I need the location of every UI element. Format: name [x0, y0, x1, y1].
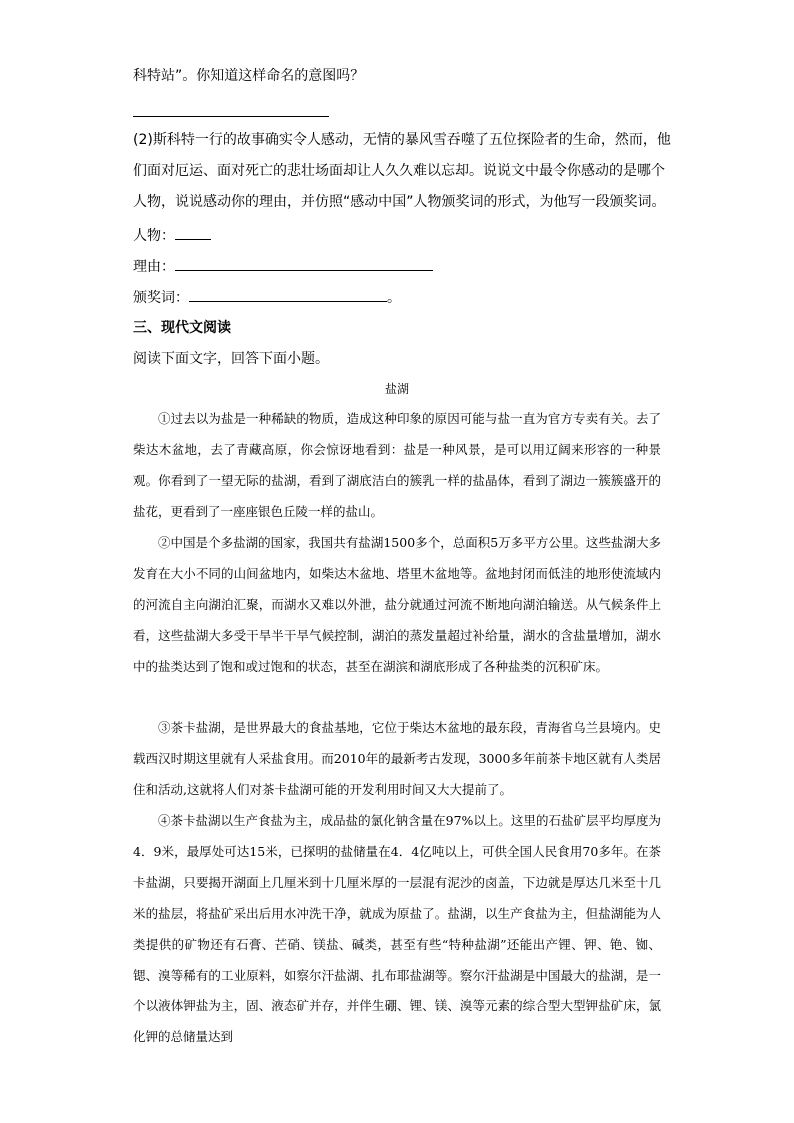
person-blank [175, 225, 211, 240]
article-paragraph-1: ①过去以为盐是一种稀缺的物质，造成这种印象的原因可能与盐一直为官方专卖有关。去了柴达木盆地，去了青藏高原，你会惊讶地看到：盐是一种风景，是可以用辽阔来形容的一种景观。你看到了一望无际的盐湖，看到了湖底洁白的簇乳一样的盐晶体，看到了湖边一簇簇盛开的盐花，更看到了一座座银色丘陵一样的盐山。 [133, 411, 661, 519]
article-title: 盐湖 [384, 382, 409, 396]
question-2-line-2: 们面对厄运、面对死亡的悲壮场面却让人久久难以忘却。说说文中最令你感动的是哪个 [133, 163, 665, 179]
article-paragraph-4: ④茶卡盐湖以生产食盐为主，成品盐的氯化钠含量在97%以上。这里的石盐矿层平均厚度为4．9米，最厚处可达15米，已探明的盐储量在4．4亿吨以上，可供全国人民食用70多年。在茶卡盐湖，只要揭开湖面上几厘米到十几厘米厚的一层混有泥沙的卤盖，下边就是厚达几米至十几米的盐层，将盐矿采出后用水冲洗干净，就成为原盐了。盐湖，以生产食盐为主，但盐湖能为人类提供的矿物还有石膏、芒硝、镁盐、碱类，甚至有些“特种盐湖”还能出产锂、钾、铯、铷、锶、溴等稀有的工业原料，如察尔汗盐湖、扎布耶盐湖等。察尔汗盐湖是中国最大的盐湖，是一个以液体钾盐为主，固、液态矿并存，并伴生硼、锂、镁、溴等元素的综合型大型钾盐矿床，氯化钾的总储量达到 [133, 813, 661, 1045]
answer-line-1 [133, 116, 329, 117]
question-2-line-3: 人物，说说感动你的理由，并仿照“感动中国”人物颁奖词的形式，为他写一段颁奖词。 [133, 194, 666, 210]
article-paragraph-2: ②中国是个多盐湖的国家，我国共有盐湖1500多个，总面积5万多平方公里。这些盐湖大多发育在大小不同的山间盆地内，如柴达木盆地、塔里木盆地等。盆地封闭而低洼的地形使流域内的河流自主向湖泊汇聚，而湖水又难以外泄，盐分就通过河流不断地向湖泊输送。从气候条件上看，这些盐湖大多受干旱半干旱气候控制，湖泊的蒸发量超过补给量，湖水的含盐量增加，湖水中的盐类达到了饱和或过饱和的状态，甚至在湖滨和湖底形成了各种盐类的沉积矿床。 [133, 535, 661, 674]
person-field [133, 225, 211, 246]
person-label: 人物： [133, 228, 175, 244]
award-field [133, 287, 401, 308]
section-heading: 三、现代文阅读 [133, 320, 231, 336]
question-2-line-1: (2)斯科特一行的故事确实令人感动，无情的暴风雪吞噬了五位探险者的生命，然而，他 [133, 132, 671, 148]
article-paragraph-3: ③茶卡盐湖，是世界最大的食盐基地，它位于柴达木盆地的最东段，青海省乌兰县境内。史载西汉时期这里就有人采盐食用。而2010年的最新考古发现，3000多年前茶卡地区就有人类居住和活动,这就将人们对茶卡盐湖可能的开发利用时间又大大提前了。 [133, 720, 661, 797]
question-1-tail: 科特站”。你知道这样命名的意图吗？ [133, 68, 365, 84]
award-label: 颁奖词： [133, 290, 189, 306]
reason-blank [175, 256, 433, 271]
section-instruction: 阅读下面文字，回答下面小题。 [133, 351, 329, 367]
reason-field [133, 256, 433, 277]
award-period: 。 [387, 290, 401, 306]
reason-label: 理由： [133, 259, 175, 275]
award-blank [189, 287, 387, 302]
